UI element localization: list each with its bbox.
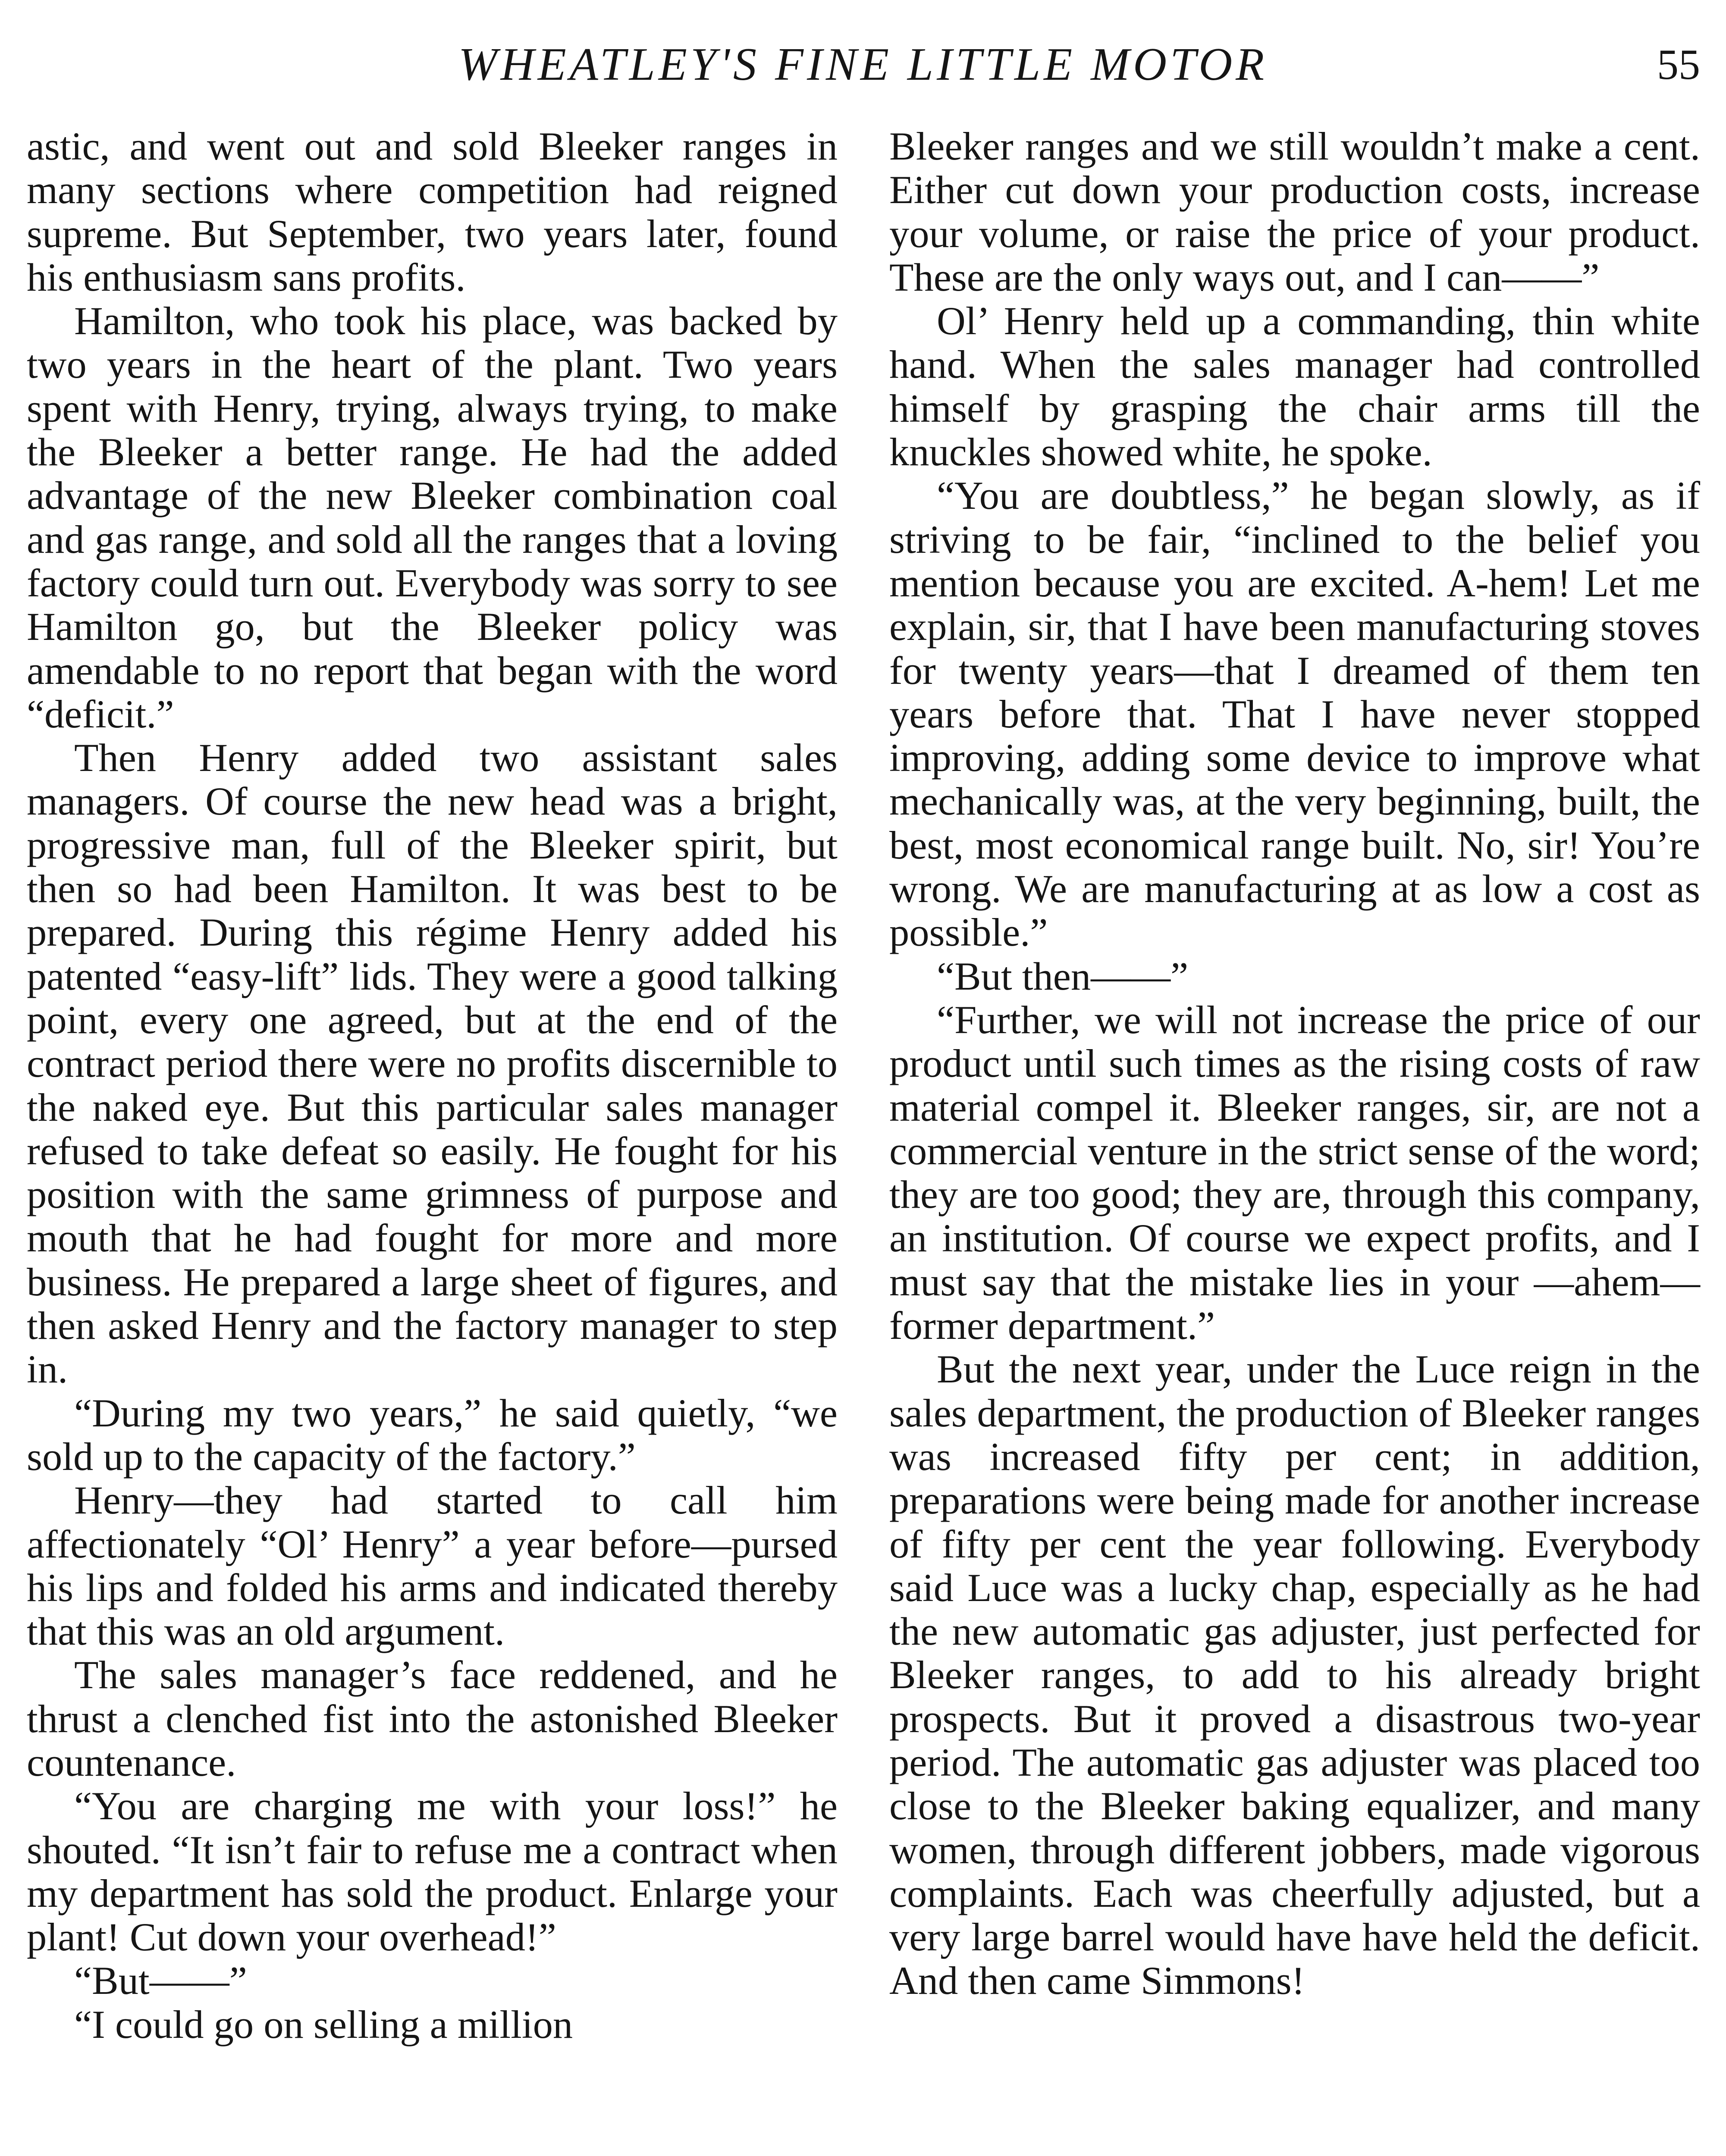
paragraph: Then Henry added two assistant sales managers. Of course the new head was a bright, progressive man, full of the Bleeker spirit, but then so had been Hamilton. It was best to be prepared. During this régime Henry added his patented “easy-lift” lids. They were a good talking point, every one agreed, but at the end of the contract period there were no profits discernible to the naked eye. But this particular sales manager refused to take defeat so easily. He fought for his position with the same grimness of purpose and mouth that he had fought for more and more business. He prepared a large sheet of figures, and then asked Henry and the factory manager to step in.: [27, 736, 838, 1392]
paragraph: Bleeker ranges and we still wouldn’t make a cent. Either cut down your production costs, increase your volume, or raise the price of your product. These are the only ways out, and I can——”: [889, 125, 1700, 300]
paragraph: “You are charging me with your loss!” he shouted. “It isn’t fair to refuse me a contract when my department has sold the product. Enlarge your plant! Cut down your overhead!”: [27, 1784, 838, 1960]
paragraph: astic, and went out and sold Bleeker ranges in many sections where competition had reigned supreme. But September, two years later, found his enthusiasm sans profits.: [27, 125, 838, 300]
page-number: 55: [1657, 41, 1700, 88]
page-header: [26, 24, 1700, 106]
right-column: [889, 125, 1700, 2003]
paragraph: Hamilton, who took his place, was backed by two years in the heart of the plant. Two years spent with Henry, trying, always trying, to make the Bleeker a better range. He had the added advantage of the new Bleeker combination coal and gas range, and sold all the ranges that a loving factory could turn out. Everybody was sorry to see Hamilton go, but the Bleeker policy was amendable to no report that began with the word “deficit.”: [27, 299, 838, 736]
paragraph: “You are doubtless,” he began slowly, as if striving to be fair, “inclined to the belief you mention because you are excited. A-hem! Let me explain, sir, that I have been manufacturing stoves for twenty years—that I dreamed of them ten years before that. That I have never stopped improving, adding some device to improve what mechanically was, at the very beginning, built, the best, most economical range built. No, sir! You’re wrong. We are manufacturing at as low a cost as possible.”: [889, 474, 1700, 955]
paragraph: But the next year, under the Luce reign in the sales department, the production of Bleeker ranges was increased fifty per cent; in addition, preparations were being made for another increase of fifty per cent the year following. Everybody said Luce was a lucky chap, especially as he had the new automatic gas adjuster, just perfected for Bleeker ranges, to add to his already bright prospects. But it proved a disastrous two-year period. The automatic gas adjuster was placed too close to the Bleeker baking equalizer, and many women, through different jobbers, made vigorous complaints. Each was cheerfully adjusted, but a very large barrel would have have held the deficit. And then came Simmons!: [889, 1348, 1700, 2003]
paragraph: “But then——”: [937, 954, 1189, 999]
paragraph: Henry—they had started to call him affectionately “Ol’ Henry” a year before—pursed his lips and folded his arms and indicated thereby that this was an old argument.: [27, 1479, 838, 1654]
paragraph: Ol’ Henry held up a commanding, thin white hand. When the sales manager had controlled himself by grasping the chair arms till the knuckles showed white, he spoke.: [889, 299, 1700, 475]
running-title: WHEATLEY'S FINE LITTLE MOTOR: [458, 39, 1268, 90]
paragraph: The sales manager’s face reddened, and he thrust a clenched fist into the astonished Bleeker countenance.: [27, 1653, 838, 1785]
paragraph: “During my two years,” he said quietly, “we sold up to the capacity of the factory.”: [27, 1391, 838, 1479]
paragraph: “I could go on selling a million: [74, 2002, 573, 2047]
left-column: [27, 125, 838, 2047]
paragraph: “Further, we will not increase the price of our product until such times as the rising costs of raw material compel it. Bleeker ranges, sir, are not a commercial venture in the strict sense of the word; they are too good; they are, through this company, an institution. Of course we expect profits, and I must say that the mistake lies in your —ahem—former department.”: [889, 998, 1700, 1348]
paragraph: “But——”: [74, 1959, 247, 2003]
